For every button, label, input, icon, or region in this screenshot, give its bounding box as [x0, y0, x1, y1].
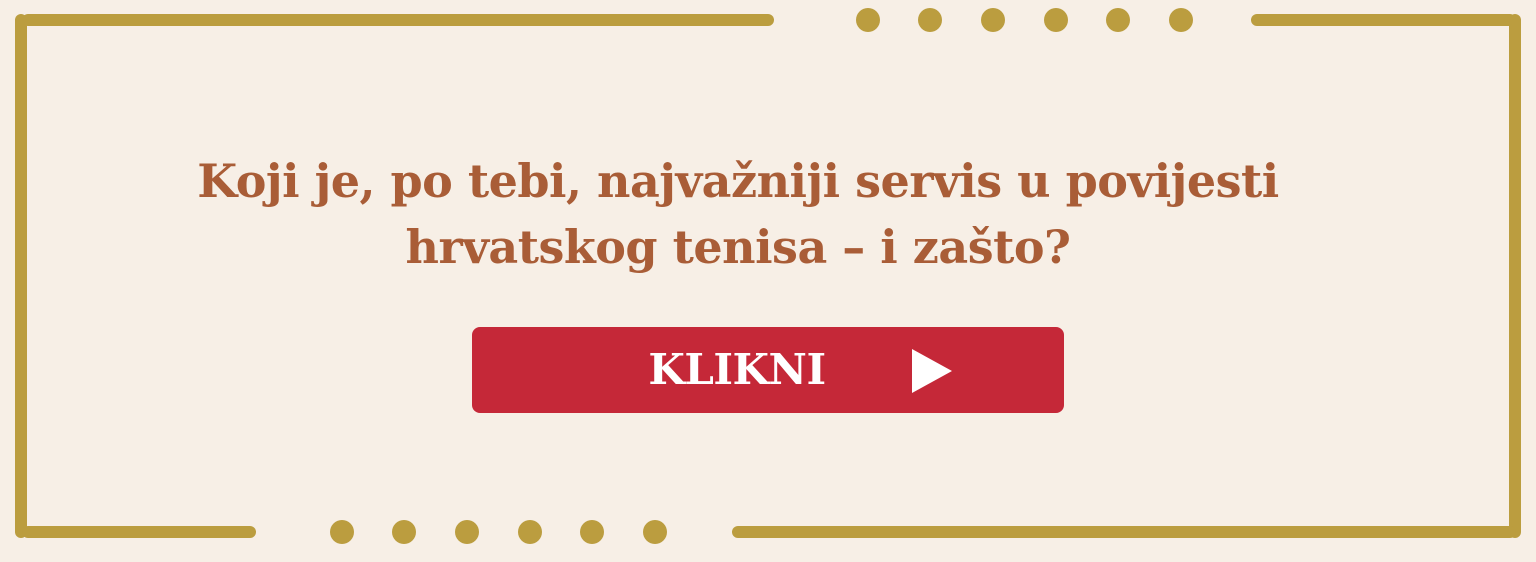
- frame-dot: [856, 8, 880, 32]
- klikni-button[interactable]: [472, 327, 1064, 413]
- question-line-1: Koji je, po tebi, najvažniji servis u povijesti: [197, 154, 1279, 208]
- question-line-2: hrvatskog tenisa – i zašto?: [405, 220, 1071, 274]
- play-icon: [912, 349, 952, 393]
- frame-dot: [981, 8, 1005, 32]
- frame-bottom-dots: [330, 520, 667, 544]
- frame-dot: [643, 520, 667, 544]
- frame-top-dots: [856, 8, 1193, 32]
- frame-dot: [1044, 8, 1068, 32]
- frame-dot: [1106, 8, 1130, 32]
- frame-dot: [1169, 8, 1193, 32]
- frame-dot: [918, 8, 942, 32]
- frame-dot: [518, 520, 542, 544]
- klikni-button-label: KLIKNI: [648, 345, 826, 394]
- frame-dot: [455, 520, 479, 544]
- frame-dot: [580, 520, 604, 544]
- frame-dot: [392, 520, 416, 544]
- question-heading: [120, 148, 1356, 280]
- frame-dot: [330, 520, 354, 544]
